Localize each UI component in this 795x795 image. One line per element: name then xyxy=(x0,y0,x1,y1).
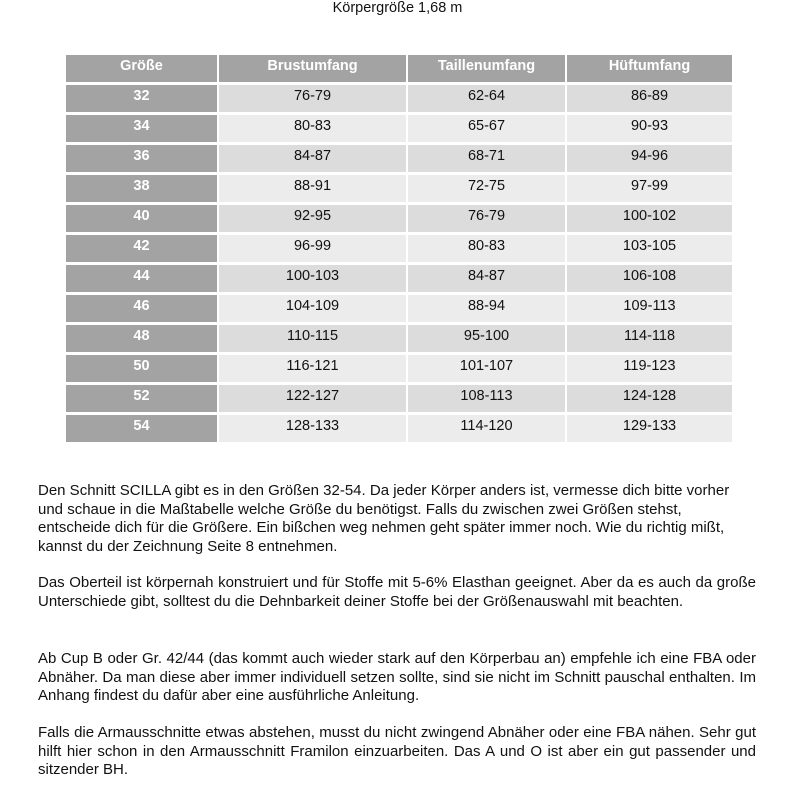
chest-cell: 122-127 xyxy=(219,385,406,412)
size-cell: 34 xyxy=(66,115,217,142)
hip-cell: 94-96 xyxy=(567,145,732,172)
table-row xyxy=(66,265,732,292)
waist-cell: 108-113 xyxy=(408,385,565,412)
size-cell: 52 xyxy=(66,385,217,412)
waist-cell: 65-67 xyxy=(408,115,565,142)
header-chest: Brustumfang xyxy=(219,55,406,82)
hip-cell: 129-133 xyxy=(567,415,732,442)
table-row xyxy=(66,235,732,262)
size-cell: 42 xyxy=(66,235,217,262)
paragraph-size-selection: Den Schnitt SCILLA gibt es in den Größen 32-54. Da jeder Körper anders ist, vermesse dich bitte vorher und schaue in die Maßtabelle welche Größe du benötigst. Falls du zwischen zwei Größen stehst, entscheide dich für die Größere. Ein bißchen weg nehmen geht später immer noch. Wie du richtig mißt, kannst du der Zeichnung Seite 8 entnehmen. xyxy=(38,482,730,555)
chest-cell: 110-115 xyxy=(219,325,406,352)
table-row xyxy=(66,325,732,352)
waist-cell: 95-100 xyxy=(408,325,565,352)
size-cell: 40 xyxy=(66,205,217,232)
waist-cell: 62-64 xyxy=(408,85,565,112)
waist-cell: 84-87 xyxy=(408,265,565,292)
hip-cell: 90-93 xyxy=(567,115,732,142)
size-cell: 44 xyxy=(66,265,217,292)
waist-cell: 80-83 xyxy=(408,235,565,262)
hip-cell: 124-128 xyxy=(567,385,732,412)
header-size: Größe xyxy=(66,55,217,82)
table-row xyxy=(66,205,732,232)
chest-cell: 92-95 xyxy=(219,205,406,232)
chest-cell: 116-121 xyxy=(219,355,406,382)
table-row xyxy=(66,115,732,142)
table-caption: Körpergröße 1,68 m xyxy=(332,0,463,16)
size-table xyxy=(64,52,734,445)
waist-cell: 72-75 xyxy=(408,175,565,202)
waist-cell: 114-120 xyxy=(408,415,565,442)
paragraph-armholes: Falls die Armausschnitte etwas abstehen, musst du nicht zwingend Abnäher oder eine FBA nähen. Sehr gut hilft hier schon in den Armausschnitt Framilon einzuarbeiten. Das A und O ist aber ein gut passender und sitzender BH. xyxy=(38,724,756,778)
hip-cell: 97-99 xyxy=(567,175,732,202)
table-row xyxy=(66,415,732,442)
waist-cell: 68-71 xyxy=(408,145,565,172)
hip-cell: 86-89 xyxy=(567,85,732,112)
chest-cell: 88-91 xyxy=(219,175,406,202)
paragraph-fabric-stretch: Das Oberteil ist körpernah konstruiert und für Stoffe mit 5-6% Elasthan geeignet. Aber da es auch da große Unterschiede gibt, solltest du die Dehnbarkeit deiner Stoffe bei der Größenauswahl mit beachten. xyxy=(38,574,756,610)
size-cell: 50 xyxy=(66,355,217,382)
table-header-row xyxy=(66,55,732,82)
hip-cell: 100-102 xyxy=(567,205,732,232)
table-row xyxy=(66,355,732,382)
waist-cell: 76-79 xyxy=(408,205,565,232)
table-row xyxy=(66,385,732,412)
chest-cell: 80-83 xyxy=(219,115,406,142)
chest-cell: 96-99 xyxy=(219,235,406,262)
hip-cell: 109-113 xyxy=(567,295,732,322)
chest-cell: 104-109 xyxy=(219,295,406,322)
header-hip: Hüftumfang xyxy=(567,55,732,82)
paragraph-fba-darts: Ab Cup B oder Gr. 42/44 (das kommt auch wieder stark auf den Körperbau an) empfehle ich eine FBA oder Abnäher. Da man diese aber immer individuell setzen sollte, sind sie nicht im Schnitt pauschal enthalten. Im Anhang findest du dafür aber eine ausführliche Anleitung. xyxy=(38,650,756,704)
table-row xyxy=(66,85,732,112)
size-cell: 38 xyxy=(66,175,217,202)
chest-cell: 84-87 xyxy=(219,145,406,172)
hip-cell: 103-105 xyxy=(567,235,732,262)
size-cell: 46 xyxy=(66,295,217,322)
waist-cell: 88-94 xyxy=(408,295,565,322)
table-row xyxy=(66,175,732,202)
table-row xyxy=(66,295,732,322)
chest-cell: 128-133 xyxy=(219,415,406,442)
hip-cell: 114-118 xyxy=(567,325,732,352)
size-cell: 36 xyxy=(66,145,217,172)
waist-cell: 101-107 xyxy=(408,355,565,382)
size-cell: 54 xyxy=(66,415,217,442)
table-row xyxy=(66,145,732,172)
header-waist: Taillenumfang xyxy=(408,55,565,82)
hip-cell: 106-108 xyxy=(567,265,732,292)
hip-cell: 119-123 xyxy=(567,355,732,382)
size-cell: 48 xyxy=(66,325,217,352)
chest-cell: 100-103 xyxy=(219,265,406,292)
size-cell: 32 xyxy=(66,85,217,112)
chest-cell: 76-79 xyxy=(219,85,406,112)
